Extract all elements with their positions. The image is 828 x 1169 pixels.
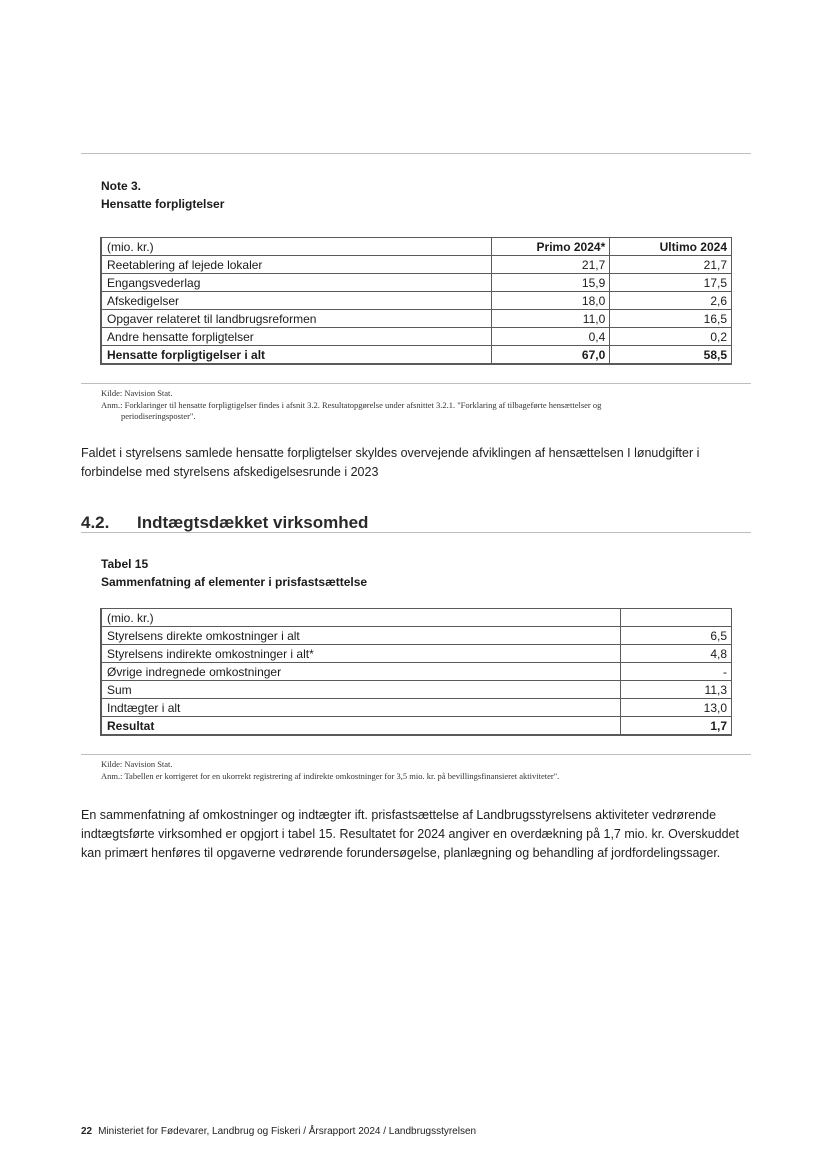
table-row	[101, 310, 732, 328]
body-paragraph: Faldet i styrelsens samlede hensatte forpligtelser skyldes overvejende afviklingen af hensættelsen I lønudgifter i forbindelse med styrelsens afskedigelsesrunde i 2023	[81, 446, 700, 479]
row-label: Styrelsens indirekte omkostninger i alt*	[101, 645, 621, 663]
row-label: Afskedigelser	[101, 292, 492, 310]
source-rule	[81, 754, 751, 755]
top-rule	[81, 153, 751, 154]
ultimo-value: 17,5	[610, 274, 732, 292]
table-label: Tabel 15	[101, 557, 149, 571]
section-heading	[81, 513, 368, 533]
page-number: 22	[81, 1126, 93, 1137]
table-row	[101, 663, 732, 681]
table-total-row	[101, 346, 732, 365]
total-label: Hensatte forpligtigelser i alt	[101, 346, 492, 365]
row-value: 11,3	[621, 681, 732, 699]
pricing-table	[100, 608, 732, 736]
primo-value: 15,9	[492, 274, 610, 292]
page-footer	[81, 1126, 476, 1137]
primo-header: Primo 2024*	[492, 238, 610, 256]
annotation-note: Anm.: Tabellen er korrigeret for en ukorrekt registrering af indirekte omkostninger for 3,5 mio. kr. på bevillingsfinansieret aktiviteter".	[101, 771, 560, 781]
row-value: -	[621, 663, 732, 681]
row-label: Styrelsens direkte omkostninger i alt	[101, 627, 621, 645]
total-label: Resultat	[101, 717, 621, 736]
table-title: Sammenfatning af elementer i prisfastsættelse	[101, 575, 368, 589]
note-title: Hensatte forpligtelser	[101, 197, 225, 211]
body-paragraph: En sammenfatning af omkostninger og indtægter ift. prisfastsættelse af Landbrugsstyrelsens aktiviteter vedrørende indtægtsførte virksomhed er opgjort i tabel 15. Resultatet for 2024 angiver en overdækning på 1,7 mio. kr. Overskuddet kan primært henføres til opgaverne vedrørende forundersøgelse, planlægning og behandling af jordfordelingssager.	[81, 808, 739, 860]
row-value: 6,5	[621, 627, 732, 645]
table-header-row	[101, 609, 732, 627]
provisions-table	[100, 237, 732, 365]
value-header	[621, 609, 732, 627]
table-row	[101, 681, 732, 699]
ultimo-value: 16,5	[610, 310, 732, 328]
row-label: Indtægter i alt	[101, 699, 621, 717]
row-label: Andre hensatte forpligtelser	[101, 328, 492, 346]
row-value: 13,0	[621, 699, 732, 717]
section-rule	[81, 532, 751, 533]
section-title: Indtægtsdækket virksomhed	[137, 513, 369, 532]
row-label: Sum	[101, 681, 621, 699]
primo-value: 11,0	[492, 310, 610, 328]
ultimo-value: 21,7	[610, 256, 732, 274]
annotation-continued: periodiseringsposter".	[121, 411, 196, 421]
section-number: 4.2.	[81, 513, 110, 532]
total-ultimo: 58,5	[610, 346, 732, 365]
row-label: Reetablering af lejede lokaler	[101, 256, 492, 274]
row-label: Opgaver relateret til landbrugsreformen	[101, 310, 492, 328]
table-row	[101, 699, 732, 717]
table-row	[101, 256, 732, 274]
table-row	[101, 292, 732, 310]
ultimo-value: 2,6	[610, 292, 732, 310]
total-value: 1,7	[621, 717, 732, 736]
source-note: Kilde: Navision Stat.	[101, 388, 173, 398]
primo-value: 0,4	[492, 328, 610, 346]
table-row	[101, 627, 732, 645]
table-row	[101, 328, 732, 346]
primo-value: 21,7	[492, 256, 610, 274]
table-total-row	[101, 717, 732, 736]
note-label: Note 3.	[101, 179, 142, 193]
table-header-row	[101, 238, 732, 256]
row-label: Øvrige indregnede omkostninger	[101, 663, 621, 681]
unit-header: (mio. kr.)	[101, 238, 492, 256]
footer-text: Ministeriet for Fødevarer, Landbrug og Fiskeri / Årsrapport 2024 / Landbrugsstyrelsen	[98, 1126, 477, 1137]
table-row	[101, 274, 732, 292]
row-value: 4,8	[621, 645, 732, 663]
ultimo-value: 0,2	[610, 328, 732, 346]
total-primo: 67,0	[492, 346, 610, 365]
table-row	[101, 645, 732, 663]
row-label: Engangsvederlag	[101, 274, 492, 292]
source-rule	[81, 383, 751, 384]
unit-header: (mio. kr.)	[101, 609, 621, 627]
annotation-note	[101, 400, 751, 422]
ultimo-header: Ultimo 2024	[610, 238, 732, 256]
annotation-text: Anm.: Forklaringer til hensatte forpligtigelser findes i afsnit 3.2. Resultatopgørelse under afsnittet 3.2.1. "Forklaring af tilbageførte hensættelser og	[101, 400, 602, 410]
primo-value: 18,0	[492, 292, 610, 310]
source-note: Kilde: Navision Stat.	[101, 759, 173, 769]
